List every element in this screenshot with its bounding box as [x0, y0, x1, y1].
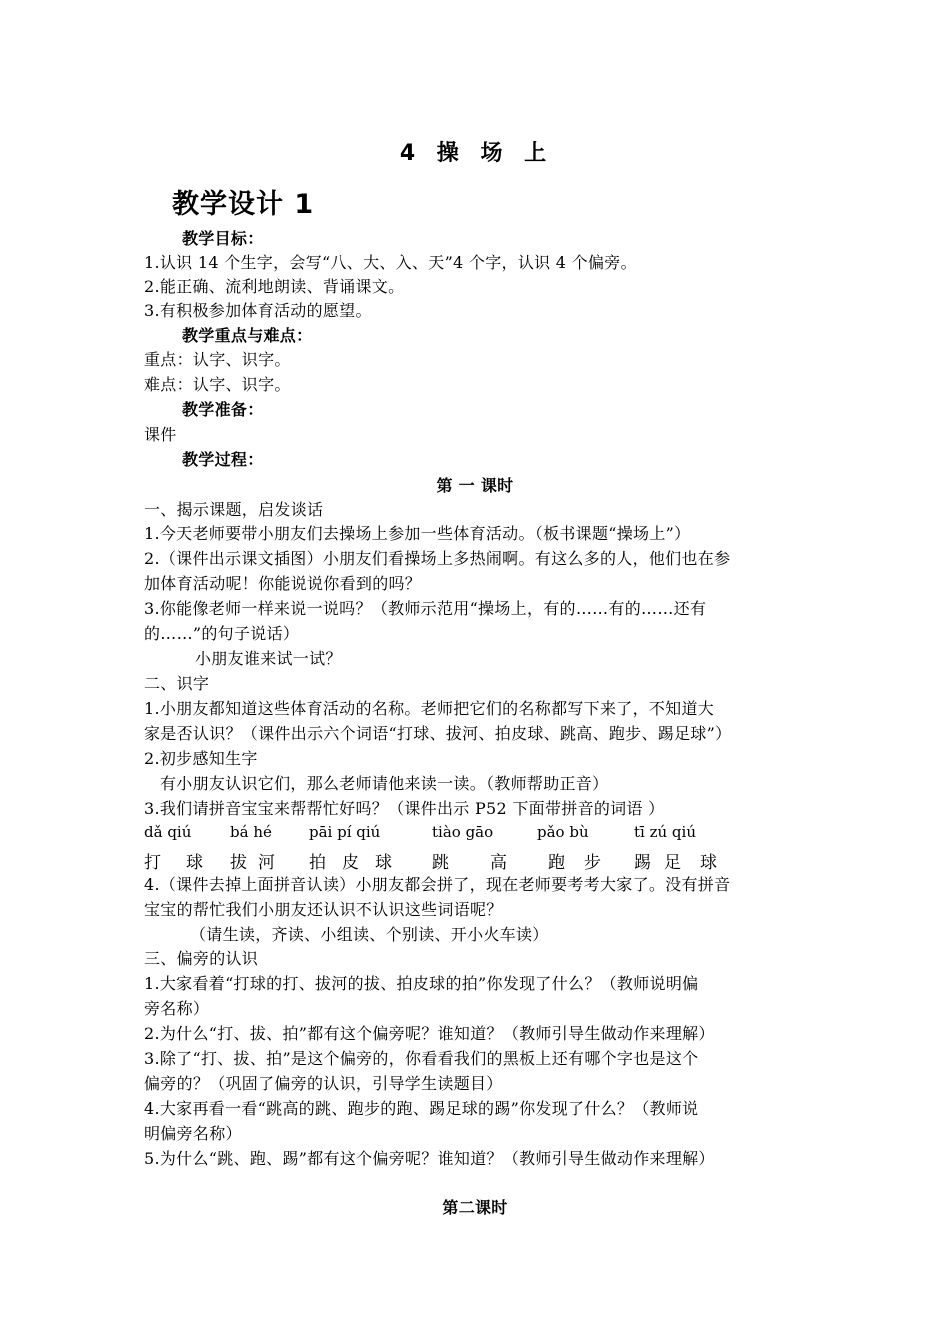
section3-line: 5.为什么“跳、跑、踢”都有这个偏旁呢？谁知道？（教师引导生做动作来理解） — [144, 1149, 715, 1168]
goals-heading: 教学目标： — [182, 229, 264, 248]
section2-line: 宝宝的帮忙我们小朋友还认识不认识这些词语呢？ — [144, 900, 503, 919]
pinyin-text: tī zú qiú — [634, 823, 696, 841]
section3-line: 1.大家看着“打球的打、拔河的拔、拍皮球的拍”你发现了什么？（教师说明偏 — [144, 974, 699, 993]
pinyin-text: pāi pí qiú — [309, 823, 381, 841]
section2-line: 2.初步感知生字 — [144, 749, 258, 768]
section2-line: 有小朋友认识它们，那么老师请他来读一读。（教师帮助正音） — [160, 774, 609, 793]
pinyin-text: dǎ qiú — [144, 823, 192, 841]
section1-line: 小朋友谁来试一试？ — [195, 649, 342, 668]
pinyin-text: bá hé — [230, 823, 272, 841]
lesson1-title: 第 一 课时 — [436, 476, 514, 495]
section1-title: 一、揭示课题，启发谈话 — [144, 500, 324, 519]
section3-title: 三、偏旁的认识 — [144, 949, 259, 968]
section2-line: 3.我们请拼音宝宝来帮帮忙好吗？（课件出示 P52 下面带拼音的词语 ） — [144, 799, 665, 818]
section3-line: 明偏旁名称） — [144, 1124, 242, 1143]
section3-line: 4.大家再看一看“跳高的跳、跑步的跑、踢足球的踢”你发现了什么？（教师说 — [144, 1099, 699, 1118]
pinyin-text: tiào gāo — [432, 823, 494, 841]
word-char: 打 — [144, 853, 161, 873]
word-char: 足 — [664, 853, 681, 873]
prep-heading: 教学准备： — [182, 400, 264, 419]
word-char: 拔 — [230, 853, 247, 873]
section2-line: 家是否认识？（课件出示六个词语“打球、拔河、拍皮球、跳高、跑步、踢足球”） — [144, 724, 732, 743]
section2-title: 二、识字 — [144, 674, 210, 693]
section1-line: 1.今天老师要带小朋友们去操场上参加一些体育活动。（板书课题“操场上”） — [144, 524, 691, 543]
section2-line: 1.小朋友都知道这些体育活动的名称。老师把它们的名称都写下来了，不知道大 — [144, 699, 715, 718]
section3-line: 3.除了“打、拔、拍”是这个偏旁的，你看看我们的黑板上还有哪个字也是这个 — [144, 1049, 699, 1068]
focus-item: 重点：认字、识字。 — [144, 350, 291, 369]
word-char: 拍 — [309, 853, 326, 873]
word-char: 河 — [258, 853, 275, 873]
process-heading: 教学过程： — [182, 450, 264, 469]
word-char: 皮 — [342, 853, 359, 873]
pinyin-text: pǎo bù — [537, 823, 589, 841]
lesson-title: 4 操 场 上 — [399, 141, 551, 166]
word-char: 球 — [700, 853, 717, 873]
prep-text: 课件 — [144, 425, 177, 444]
word-char: 球 — [186, 853, 203, 873]
word-char: 跑 — [548, 853, 565, 873]
word-char: 球 — [375, 853, 392, 873]
word-char: 步 — [584, 853, 601, 873]
focus-heading: 教学重点与难点： — [182, 326, 313, 345]
word-char: 跳 — [432, 853, 449, 873]
section3-line: 偏旁的？（巩固了偏旁的认识，引导学生读题目） — [144, 1074, 503, 1093]
design-title: 教学设计 1 — [172, 189, 315, 220]
section1-line: 3.你能像老师一样来说一说吗？（教师示范用“操场上，有的……有的……还有 — [144, 599, 707, 618]
section2-line: 4.（课件去掉上面拼音认读）小朋友都会拼了，现在老师要考考大家了。没有拼音 — [144, 875, 731, 894]
lesson2-title: 第二课时 — [442, 1198, 508, 1217]
section3-line: 旁名称） — [144, 999, 210, 1018]
section3-line: 2.为什么“打、拔、拍”都有这个偏旁呢？谁知道？（教师引导生做动作来理解） — [144, 1024, 715, 1043]
section1-line: 的……”的句子说话） — [144, 624, 300, 643]
section2-line: （请生读，齐读、小组读、个别读、开小火车读） — [190, 925, 549, 944]
word-char: 高 — [490, 853, 507, 873]
focus-item: 难点：认字、识字。 — [144, 375, 291, 394]
section1-line: 2.（课件出示课文插图）小朋友们看操场上多热闹啊。有这么多的人，他们也在参 — [144, 549, 731, 568]
word-char: 踢 — [634, 853, 651, 873]
section1-line: 加体育活动呢！你能说说你看到的吗？ — [144, 574, 422, 593]
goal-item: 3.有积极参加体育活动的愿望。 — [144, 301, 372, 320]
goal-item: 2.能正确、流利地朗读、背诵课文。 — [144, 277, 405, 296]
goal-item: 1.认识 14 个生字，会写“八、大、入、天”4 个字，认识 4 个偏旁。 — [144, 253, 637, 272]
